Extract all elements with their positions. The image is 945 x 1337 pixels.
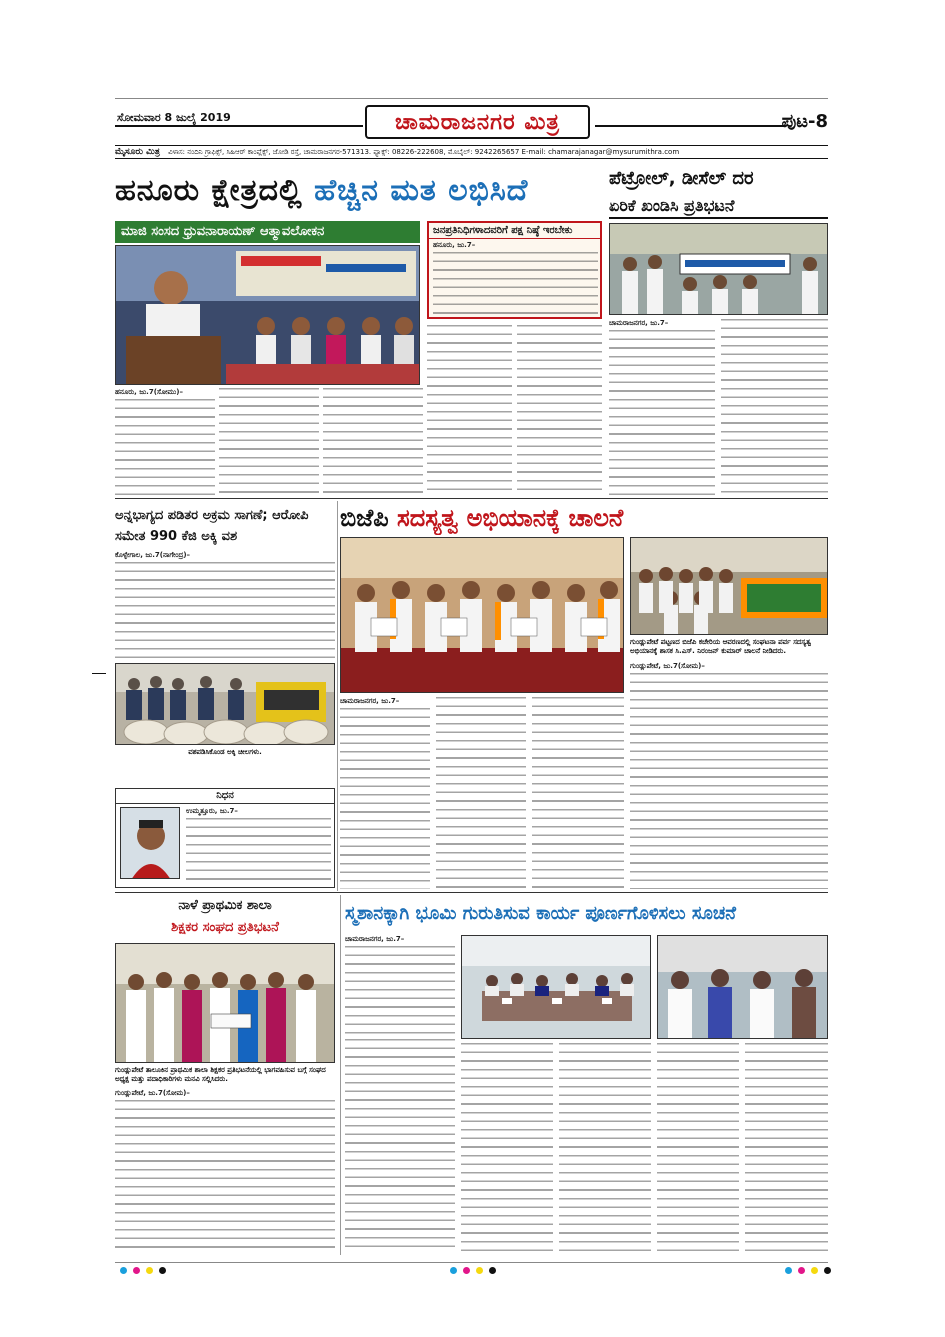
petrol-story-col2 [721, 319, 828, 496]
box-text: ಹನೂರು, ಜು.7– [433, 241, 598, 315]
petrol-story-col1: ಚಾಮರಾಜನಗರ, ಜು.7– [609, 319, 715, 496]
cemetery-story-col3 [461, 1043, 553, 1251]
teachers-photo-caption: ಗುಂಡ್ಲುಪೇಟೆ ತಾಲೂಕಿನ ಪ್ರಾಥಮಿಕ ಶಾಲಾ ಶಿಕ್ಷಕರ ಪ್ರತಿಭಟನೆಯಲ್ಲಿ ಭಾಗವಹಿಸುವ ಬಗ್ಗೆ ಸಂಘದ ಅಧ್ಯಕ್ಷ ಮತ್ತು ಪದಾಧಿಕಾರಿಗಳು ಮನವಿ ಸಲ್ಲಿಸಿದರು. [115, 1066, 326, 1083]
cemetery-story-col1: ಚಾಮರಾಜನಗರ, ಜು.7– [345, 935, 455, 1035]
box-title: ಜನಪ್ರತಿನಿಧಿಗಳಾದವರಿಗೆ ಪಕ್ಷ ನಿಷ್ಠೆ ಇರಬೇಕು [429, 223, 600, 239]
bjp-story-col2 [436, 697, 526, 889]
cemetery-story-col6 [745, 1043, 828, 1251]
bjp-story-col3 [532, 697, 624, 889]
rice-photo-caption: ವಶಪಡಿಸಿಕೊಂಡ ಅಕ್ಕಿ ಚೀಲಗಳು. [188, 748, 262, 756]
main-headline: ಹನೂರು ಕ್ಷೇತ್ರದಲ್ಲಿ ಹೆಚ್ಚಿನ ಮತ ಲಭಿಸಿದೆ [115, 173, 529, 208]
hanur-story-col4 [427, 325, 512, 496]
section-divider [115, 892, 828, 893]
hanur-story-col5 [517, 325, 602, 496]
hanur-story-col3 [323, 388, 423, 496]
rice-story-text: ಕೊಳ್ಳೇಗಾಲ, ಜು.7(ನಾಗೇಂದ್ರ)– [115, 551, 335, 659]
crop-mark [115, 98, 828, 99]
masthead [115, 105, 828, 145]
photo-meeting-hall [461, 935, 651, 1039]
photo-rice-bags [115, 663, 335, 745]
rice-seizure-headline: ಅನ್ನಭಾಗ್ಯದ ಪಡಿತರ ಅಕ್ರಮ ಸಾಗಣೆ; ಆರೋಪಿ ಸಮೇತ 990 ಕೆಜಿ ಅಕ್ಕಿ ವಶ [115, 508, 309, 544]
bjp-right-caption: ಗುಂಡ್ಲುಪೇಟೆ ಪಟ್ಟಣದ ಬಿಜೆಪಿ ಕಚೇರಿಯ ಆವರಣದಲ್ಲಿ ಸಂಘಟನಾ ಪರ್ವ ಸದಸ್ಯತ್ವ ಅಭಿಯಾನಕ್ಕೆ ಶಾಸಕ ಸಿ.ಎಸ್. ನಿರಂಜನ್ ಕುಮಾರ್ ಚಾಲನೆ ನೀಡಿದರು. [630, 638, 812, 655]
photo-bjp-gundlupet [630, 537, 828, 635]
photo-speaker-podium [115, 245, 420, 385]
page-number: ಪುಟ-8 [781, 111, 828, 132]
photo-obituary-portrait [120, 807, 180, 879]
obituary-text: ಉಮ್ಮತ್ತೂರು, ಜು.7– [186, 807, 331, 883]
photo-officials-seated [657, 935, 828, 1039]
color-registration-dots [450, 1267, 496, 1274]
cemetery-story-col2 [345, 1039, 455, 1251]
cemetery-story-col4 [559, 1043, 651, 1251]
sister-brand: ಮೈಸೂರು ಮಿತ್ರ [115, 147, 160, 157]
bjp-right-story: ಗುಂಡ್ಲುಪೇಟೆ, ಜು.7(ಸೋಮ)– [630, 662, 828, 889]
section-divider [115, 498, 828, 499]
hanur-story-col1: ಹನೂರು, ಜು.7(ಸೋಮು)– [115, 388, 215, 496]
teachers-story-text: ಗುಂಡ್ಲುಪೇಟೆ, ಜು.7(ಸೋಮ)– [115, 1089, 335, 1251]
issue-date: ಸೋಮವಾರ 8 ಜುಲೈ 2019 [117, 111, 231, 124]
contact-text: ವಿಳಾಸ: ನಂದಿನಿ ಗ್ರಾಫಿಕ್ಸ್, ಸಿಹಿಆರ್ ಕಾಂಪ್ಲೆಕ್ಸ್, ಜೋಡಿ ರಸ್ತೆ, ಚಾಮರಾಜನಗರ-571313. ಫ್ಯಾಕ್ಸ್: 08226-222608, ಮೊಬೈಲ್: 9242265657 E-mail: chamarajanagar@mysurumithra.com [168, 148, 680, 156]
color-registration-dots [785, 1267, 831, 1274]
photo-teachers-memorandum [115, 943, 335, 1063]
logo-frame [365, 105, 590, 139]
petrol-headline-line1: ಪೆಟ್ರೋಲ್, ಡೀಸೆಲ್ ದರ [609, 168, 754, 189]
teachers-protest-headline: ನಾಳೆ ಪ್ರಾಥಮಿಕ ಶಾಲಾ ಶಿಕ್ಷಕರ ಸಂಘದ ಪ್ರತಿಭಟನೆ [171, 898, 279, 935]
newspaper-page [115, 105, 828, 1255]
photo-bjp-launch [340, 537, 624, 693]
hanur-story-col2 [219, 388, 319, 496]
newspaper-logo: ಚಾಮರಾಜನಗರ ಮಿತ್ರ [395, 109, 560, 135]
obituary-box [115, 788, 335, 888]
crop-mark [115, 1262, 828, 1263]
subheadline-kicker: ಮಾಜಿ ಸಂಸದ ಧ್ರುವನಾರಾಯಣ್ ಆತ್ಮಾವಲೋಕನ [115, 221, 420, 243]
contact-bar [115, 145, 828, 159]
obituary-title: ನಿಧನ [116, 789, 334, 804]
photo-petrol-protest [609, 223, 828, 315]
bjp-membership-headline: ಬಿಜೆಪಿ ಸದಸ್ಯತ್ವ ಅಭಿಯಾನಕ್ಕೆ ಚಾಲನೆ [340, 504, 624, 532]
color-registration-dots [120, 1267, 166, 1274]
cemetery-land-headline: ಸ್ಮಶಾನಕ್ಕಾಗಿ ಭೂಮಿ ಗುರುತಿಸುವ ಕಾರ್ಯ ಪೂರ್ಣಗೊಳಿಸಲು ಸೂಚನೆ [345, 903, 736, 924]
cemetery-story-col5 [657, 1043, 739, 1251]
crop-mark [92, 673, 106, 674]
sidebar-box-story [427, 221, 602, 319]
petrol-headline-line2: ಏರಿಕೆ ಖಂಡಿಸಿ ಪ್ರತಿಭಟನೆ [609, 193, 828, 219]
bjp-story-col1: ಚಾಮರಾಜನಗರ, ಜು.7– [340, 697, 430, 889]
